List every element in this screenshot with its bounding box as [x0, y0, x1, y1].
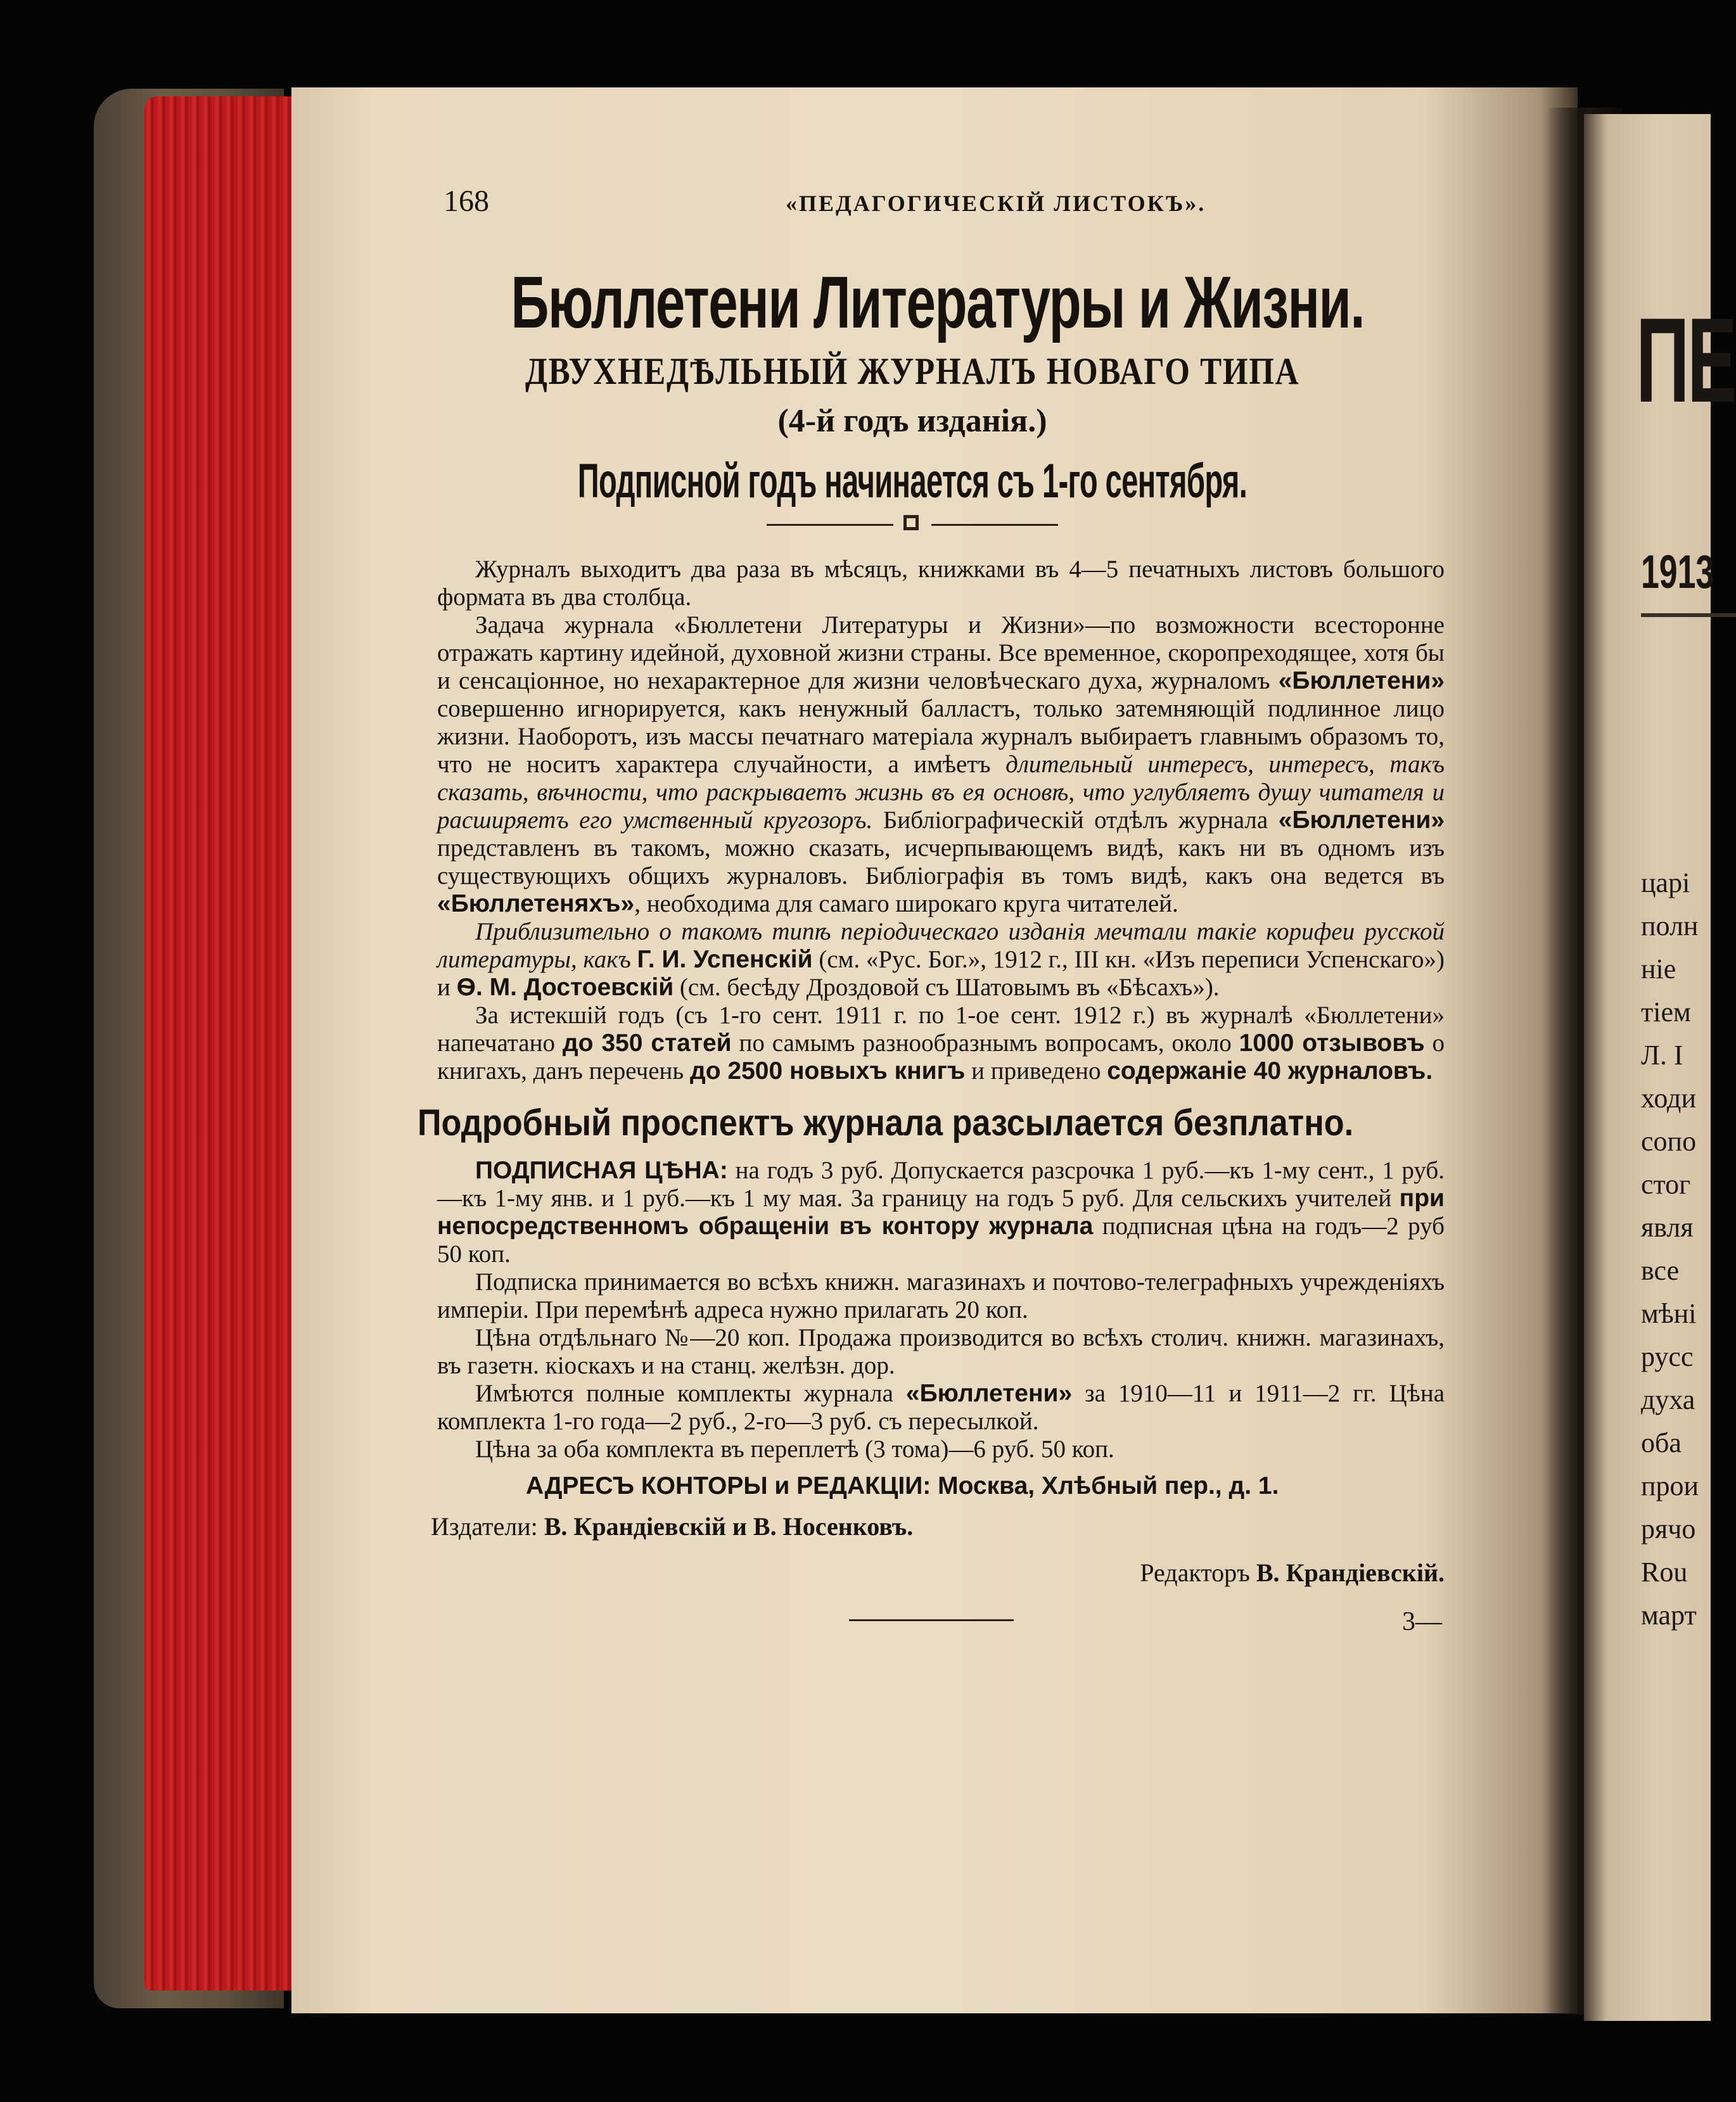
subscription-start: Подписной годъ начинается съ 1-го сентября. [577, 454, 1248, 508]
text: Задача журнала «Бюллетени Литературы и Жизни»—по возможности всесторонне отражать картину идейной, духовной жизни страны. Все временное, скоропреходящее, хотя бы и сенсаціонное, но нехарактерное для жизни человѣческаго духа, журналомъ [437, 611, 1445, 694]
text: Библіографическій отдѣлъ журнала [883, 806, 1268, 834]
text: представленъ въ такомъ, можно сказать, исчерпывающемъ видѣ, какъ ни въ одномъ изъ существующихъ общихъ журналовъ. Библіографія въ томъ видѣ, какъ она ведется въ [437, 834, 1445, 889]
editor [355, 1558, 1470, 1588]
text: За истекшій годъ (съ 1-го сент. 1911 г. по 1-ое сент. 1912 г.) въ журналѣ «Бюллетени» напечатано [437, 1002, 1445, 1057]
journal-name: «ПЕДАГОГИЧЕСКІЙ ЛИСТОКЪ». [786, 191, 1206, 216]
highlight: при непосредственномъ обращеніи въ контору журнала [437, 1185, 1445, 1240]
editor-name: В. Крандіевскій. [1256, 1558, 1445, 1587]
paragraph [437, 918, 1445, 1002]
subtitle: ДВУХНЕДѢЛЬНЫЙ ЖУРНАЛЪ НОВАГО ТИПА [525, 350, 1300, 392]
right-page-line: мѣні [1641, 1298, 1697, 1329]
text: подписная цѣна на годъ—2 руб 50 коп. [437, 1213, 1445, 1268]
right-page-line-fragments [1641, 862, 1699, 1637]
text: совершенно игнорируется, какъ ненужный балластъ, только затемняющій подлинное лицо жизни. Наоборотъ, изъ массы печатнаго матеріала журналъ выбираетъ главнымъ образомъ то, что не носитъ характера случайности, а имѣетъ [437, 695, 1445, 778]
price-section [355, 1157, 1470, 1463]
ornament-box [903, 515, 919, 530]
footer-rule [849, 1619, 1014, 1621]
journal-ref: «Бюллетени» [1278, 667, 1445, 694]
journal-ref: «Бюллетеняхъ» [437, 890, 635, 917]
text: и приведено [971, 1057, 1101, 1085]
paragraph [437, 611, 1445, 918]
highlight: до 2500 новыхъ книгъ [689, 1057, 966, 1085]
paragraph: Цѣна за оба комплекта въ переплетѣ (3 тома)—6 руб. 50 коп. [475, 1436, 1114, 1463]
text: , необходима для самаго широкаго круга читателей. [634, 890, 1178, 917]
page-number: 168 [444, 184, 489, 218]
right-page-line: стог [1641, 1169, 1691, 1200]
author-name: Г. И. Успенскій [637, 946, 813, 973]
right-page-line: царі [1641, 867, 1690, 898]
text: (см. бесѣду Дроздовой съ Шатовымъ въ «Бѣсахъ»). [679, 974, 1220, 1001]
page-title: Бюллетени Литературы и Жизни. [511, 261, 1365, 343]
text: (см. «Рус. Бог.», 1912 г., III кн. «Изъ переписи Успенскаго») и [437, 946, 1445, 1001]
page-footer [355, 1607, 1470, 1645]
brochure-note: Подробный проспектъ журнала разсылается безплатно. [418, 1102, 1354, 1143]
right-page-line: все [1641, 1255, 1680, 1286]
highlight: 1000 отзывовъ [1239, 1029, 1425, 1057]
right-page-line: оба [1641, 1427, 1682, 1458]
editor-label: Редакторъ [1140, 1558, 1250, 1587]
emphasis: длительный интересъ, интересъ, такъ сказать, вѣчности, что раскрываетъ жизнь въ ея основѣ, что углубляетъ душу читателя и расширяетъ его умственный кругозоръ. [437, 751, 1445, 834]
right-page-line: духа [1641, 1384, 1695, 1415]
publishers [355, 1512, 1470, 1541]
right-page-line: ходи [1641, 1083, 1696, 1114]
journal-ref: «Бюллетени» [905, 1380, 1073, 1407]
text: за 1910—11 и 1911—2 гг. Цѣна комплекта 1-го года—2 руб., 2-го—3 руб. съ пересылкой. [437, 1380, 1445, 1435]
right-page-line: прои [1641, 1470, 1699, 1501]
right-page-rule [1641, 613, 1736, 617]
right-page-line: явля [1641, 1212, 1694, 1243]
publishers-label: Издатели: [431, 1512, 538, 1541]
price-label: ПОДПИСНАЯ ЦѢНА: [475, 1157, 728, 1184]
body-text [355, 556, 1470, 1085]
text: по самымъ разнообразнымъ вопросамъ, около [739, 1029, 1232, 1057]
ornament-divider [754, 513, 1071, 538]
publishers-names: В. Крандіевскій и В. Носенковъ. [544, 1512, 914, 1541]
right-page-title-fragment: ПЕ [1636, 293, 1735, 428]
right-page-text [1622, 127, 1735, 1964]
signature-mark: 3— [1402, 1607, 1442, 1636]
author-name: Ѳ. М. Достоевскій [456, 974, 674, 1001]
right-page-line: сопо [1641, 1126, 1697, 1157]
running-head [355, 184, 1470, 228]
right-page-year-fragment: 1913 [1641, 545, 1714, 598]
right-page-line: ніе [1641, 953, 1676, 984]
ornament-line [931, 524, 1058, 526]
text: Имѣются полные комплекты журнала [475, 1380, 893, 1407]
highlight: до 350 статей [562, 1029, 732, 1057]
ornament-line [767, 524, 893, 526]
text: на годъ 3 руб. Допускается разсрочка 1 руб.—къ 1-му сент., 1 руб.—къ 1-му янв. и 1 руб.—къ 1 му мая. За границу на годъ 5 руб. Для сельскихъ учителей [437, 1157, 1445, 1212]
year-note: (4-й годъ изданія.) [777, 403, 1047, 439]
right-page-line: русс [1641, 1341, 1694, 1372]
paragraph: Журналъ выходитъ два раза въ мѣсяцъ, книжками въ 4—5 печатныхъ листовъ большого формата въ два столбца. [437, 556, 1445, 611]
paragraph: Цѣна отдѣльнаго №—20 коп. Продажа производится во всѣхъ столич. книжн. магазинахъ, въ газетн. кіоскахъ и на станц. желѣзн. дор. [437, 1324, 1445, 1379]
page-content [355, 184, 1470, 1645]
address: АДРЕСЪ КОНТОРЫ и РЕДАКЦІИ: Москва, Хлѣбный пер., д. 1. [526, 1472, 1279, 1500]
emphasis: Приблизительно о такомъ типѣ періодическаго изданія мечтали такіе корифеи русской литературы, какъ [437, 918, 1445, 973]
journal-ref: «Бюллетени» [1278, 806, 1445, 834]
highlight: содержаніе 40 журналовъ. [1107, 1057, 1433, 1085]
right-page-line: Rou [1641, 1557, 1688, 1588]
right-page-line: рячо [1641, 1513, 1696, 1545]
right-page-line: тіем [1641, 997, 1691, 1028]
paragraph [437, 1157, 1445, 1268]
text: о книгахъ, данъ перечень [437, 1029, 1445, 1085]
paragraph: Подписка принимается во всѣхъ книжн. магазинахъ и почтово-телеграфныхъ учрежденіяхъ имперіи. При перемѣнѣ адреса нужно прилагать 20 коп. [437, 1268, 1445, 1323]
red-page-edges [144, 96, 297, 1991]
right-page-line: Л. I [1641, 1040, 1683, 1071]
right-page-line: полн [1641, 910, 1699, 941]
right-page-line: март [1641, 1600, 1697, 1631]
paragraph [437, 1380, 1445, 1436]
paragraph [437, 1002, 1445, 1085]
